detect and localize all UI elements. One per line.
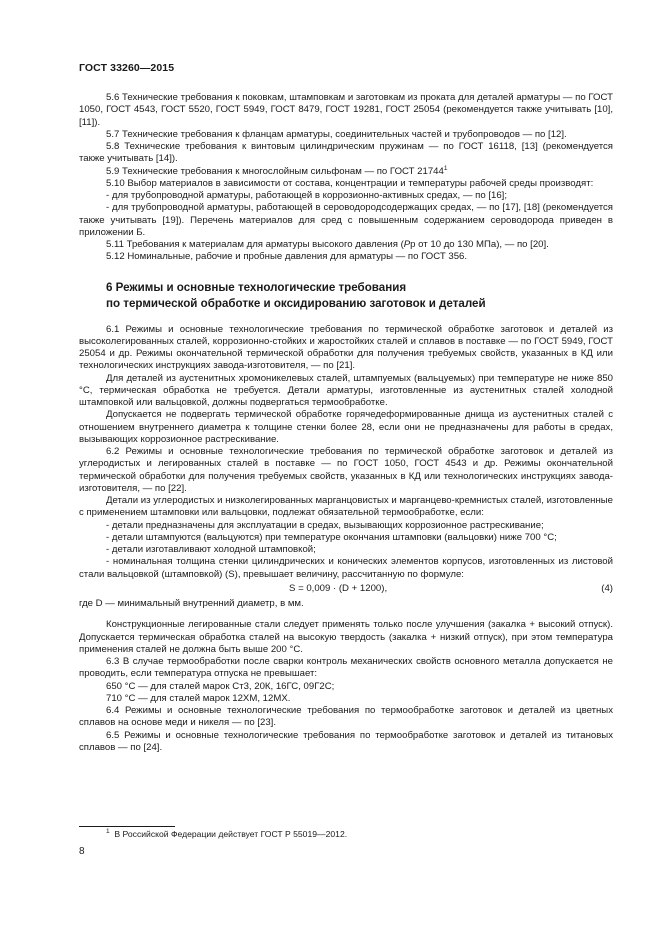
paragraph-5-11-end: р от 10 до 130 МПа), — по [20].	[410, 239, 549, 250]
section-6-heading-line2: по термической обработке и оксидированию заготовок и деталей	[106, 296, 486, 310]
list-item: - детали штампуются (вальцуются) при температуре окончания штамповки (вальцовки) ниже 700 °С;	[106, 531, 557, 543]
formula-explanation: где D — минимальный внутренний диаметр, в мм.	[79, 598, 304, 609]
paragraph-5-9-text: 5.9 Технические требования к многослойным сильфонам — по ГОСТ 21744	[106, 165, 444, 177]
paragraph: Детали из углеродистых и низколегированных марганцовистых и марганцево-кремнистых сталей, изготовленные с применением штамповки или вальцовки, подлежат обязательной термообработке, если:	[79, 495, 613, 519]
paragraph-6-5: 6.5 Режимы и основные технологические требования по термообработке заготовок и деталей из титановых сплавов — по [24].	[79, 729, 613, 753]
page-number: 8	[79, 846, 85, 857]
paragraph-5-9	[79, 166, 613, 178]
section-6-heading	[106, 280, 613, 312]
paragraph-5-11-start: 5.11 Требования к материалам для арматуры высокого давления (	[106, 239, 404, 250]
footnote	[106, 829, 347, 840]
list-item: - детали изготавливают холодной штамповкой;	[106, 544, 316, 555]
footnote-divider	[79, 826, 175, 827]
paragraph-5-7: 5.7 Технические требования к фланцам арматуры, соединительных частей и трубопроводов — по [12].	[106, 128, 567, 140]
paragraph-6-4: 6.4 Режимы и основные технологические требования по термообработке заготовок и деталей из цветных сплавов на основе меди и никеля — по [23].	[79, 705, 613, 729]
paragraph: Конструкционные легированные стали следует применять только после улучшения (закалка + высокий отпуск). Допускается термическая обработка сталей на высокую твердость (закалка + низкий отпуск), при этом температура применения сталей не должна быть выше 200 °С.	[79, 619, 613, 655]
list-item: 710 °С — для сталей марок 12ХМ, 12МХ.	[106, 692, 291, 704]
list-item: - для трубопроводной арматуры, работающей в коррозионно-активных средах, — по [16];	[106, 190, 508, 201]
list-item: 650 °С — для сталей марок Ст3, 20К, 16ГС, 09Г2С;	[106, 680, 335, 692]
footnote-ref: 1	[443, 164, 448, 172]
list-item: - детали предназначены для эксплуатации в средах, вызывающих коррозионное растрескивание;	[106, 519, 544, 531]
paragraph-6-1: 6.1 Режимы и основные технологические требования по термической обработке заготовок и деталей из высоколегированных сталей, коррозионно-стойких и жаростойких сталей и сплавов в поставке — по ГОСТ 5949, ГОСТ 25054 и др. Режимы окончательной термической обработки для получения требуемых свойств, указанных в КД или технологических инструкциях завода-изготовителя, — по [21].	[79, 323, 613, 372]
pressure-symbol: P	[403, 239, 411, 250]
paragraph: Для деталей из аустенитных хромоникелевых сталей, штампуемых (вальцуемых) при температуре не ниже 850 °С, термическая обработка не требуется. Детали арматуры, изготовленные из аустенитных сталей холодной штамповкой или вальцовкой, должны подвергаться термообработке.	[79, 372, 613, 408]
paragraph-6-2: 6.2 Режимы и основные технологические требования по термической обработке заготовок и деталей из углеродистых и легированных сталей в поставке — по ГОСТ 1050, ГОСТ 4543 и др. Режимы окончательной термической обработки для получения требуемых свойств, указанных в КД или технологических инструкциях завода-изготовителя, — по [22].	[79, 446, 613, 494]
formula-expression: S = 0,009 · (D + 1200),	[289, 582, 388, 594]
paragraph-5-12: 5.12 Номинальные, рабочие и пробные давления для арматуры — по ГОСТ 356.	[106, 251, 468, 263]
footnote-mark: 1	[106, 828, 110, 836]
list-item: - для трубопроводной арматуры, работающей в сероводородсодержащих средах, — по [17], [18] (рекомендуется также учитывать [19]). Перечень материалов для сред с повышенным содержанием сероводорода приведен в приложении Б.	[79, 202, 613, 238]
paragraph-5-6: 5.6 Технические требования к поковкам, штамповкам и заготовкам из проката для деталей арматуры — по ГОСТ 1050, ГОСТ 4543, ГОСТ 5520, ГОСТ 5949, ГОСТ 8479, ГОСТ 19281, ГОСТ 25054 (рекомендуется также учитывать [10], [11]).	[79, 92, 613, 128]
paragraph-5-8: 5.8 Технические требования к винтовым цилиндрическим пружинам — по ГОСТ 16118, [13] (рекомендуется также учитывать [14]).	[79, 141, 613, 165]
paragraph: Допускается не подвергать термической обработке горячедеформированные днища из аустенитных сталей с отношением внутреннего диаметра к толщине стенки более 28, если они не предназначены для работы в средах, вызывающих коррозионное растрескивание.	[79, 409, 613, 445]
paragraph-6-3: 6.3 В случае термообработки после сварки контроль механических свойств основного металла допускается не проводить, если температура отпуска не превышает:	[79, 656, 613, 680]
footnote-text: В Российской Федерации действует ГОСТ Р 55019—2012.	[114, 829, 348, 839]
formula-4	[79, 583, 613, 595]
formula-number: (4)	[601, 582, 613, 594]
spacer	[79, 610, 613, 619]
paragraph-5-11	[79, 239, 613, 251]
paragraph-5-10: 5.10 Выбор материалов в зависимости от состава, концентрации и температуры рабочей среды производят:	[106, 177, 594, 189]
document-body	[79, 92, 613, 754]
list-item: - номинальная толщина стенки цилиндрических и конических элементов корпусов, изготовленных из листовой стали вальцовкой (штамповкой) (S), превышает величину, рассчитанную по формуле:	[79, 556, 613, 580]
document-header: ГОСТ 33260—2015	[79, 62, 175, 74]
section-6-heading-line1: 6 Режимы и основные технологические требования	[106, 280, 407, 294]
